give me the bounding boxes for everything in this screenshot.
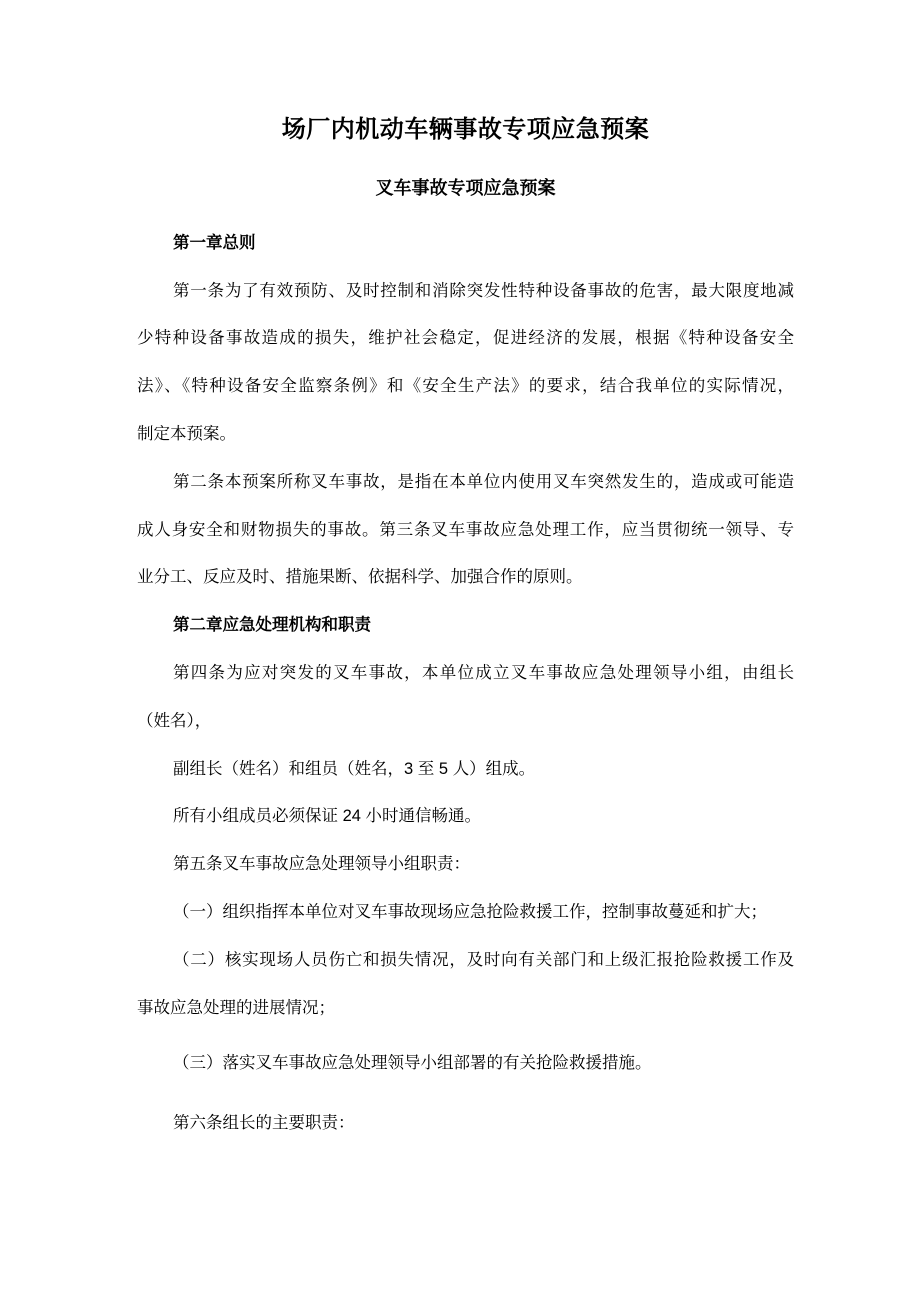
document-subtitle: 叉车事故专项应急预案 (375, 178, 556, 198)
document-title: 场厂内机动车辆事故专项应急预案 (281, 116, 650, 143)
text-line: 第五条叉车事故应急处理领导小组职责： (173, 855, 470, 874)
text-line: 成人身安全和财物损失的事故。第三条叉车事故应急处理工作，应当贯彻统一领导、专 (137, 520, 794, 539)
text-line: 少特种设备事故造成的损失，维护社会稳定，促进经济的发展，根据《特种设备安全 (137, 329, 794, 348)
chapter-1-paragraph-2 (137, 459, 794, 602)
chapter-2-paragraph-8 (137, 1100, 794, 1148)
chapter-2-paragraph-7 (137, 1040, 794, 1088)
text-line: （二）核实现场人员伤亡和损失情况，及时向有关部门和上级汇报抢险救援工作及 (173, 950, 794, 969)
text-line: 所有小组成员必须保证 24 小时通信畅通。 (173, 807, 482, 826)
chapter-1-heading: 第一章总则 (173, 233, 256, 252)
text-line: 第二条本预案所称叉车事故，是指在本单位内使用叉车突然发生的，造成或可能造 (173, 472, 794, 491)
text-line: 事故应急处理的进展情况； (137, 998, 335, 1017)
chapter-2-paragraph-4 (137, 841, 794, 889)
text-line: （一）组织指挥本单位对叉车事故现场应急抢险救援工作，控制事故蔓延和扩大； (173, 902, 767, 921)
text-line: 第四条为应对突发的叉车事故，本单位成立叉车事故应急处理领导小组，由组长 (173, 663, 794, 682)
text-line: 制定本预案。 (137, 424, 236, 443)
chapter-1-paragraph-1 (137, 268, 794, 459)
text-line: 业分工、反应及时、措施果断、依据科学、加强合作的原则。 (137, 568, 583, 587)
text-line: 副组长（姓名）和组员（姓名，3 至 5 人）组成。 (173, 759, 536, 778)
chapter-2-paragraph-1 (137, 650, 794, 746)
chapter-2-paragraph-5 (137, 889, 794, 937)
chapter-2-paragraph-3 (137, 793, 794, 841)
text-line: 法》、《特种设备安全监察条例》和《安全生产法》的要求，结合我单位的实际情况， (137, 377, 794, 396)
text-line: 第六条组长的主要职责： (173, 1114, 355, 1133)
text-line: （姓名）， (137, 711, 212, 730)
text-line: （三）落实叉车事故应急处理领导小组部署的有关抢险救援措施。 (173, 1054, 652, 1073)
text-line: 第一条为了有效预防、及时控制和消除突发性特种设备事故的危害，最大限度地减 (173, 281, 794, 300)
chapter-2-paragraph-6 (137, 937, 794, 1033)
chapter-2-paragraph-2 (137, 746, 794, 794)
chapter-2-heading: 第二章应急处理机构和职责 (173, 616, 371, 635)
